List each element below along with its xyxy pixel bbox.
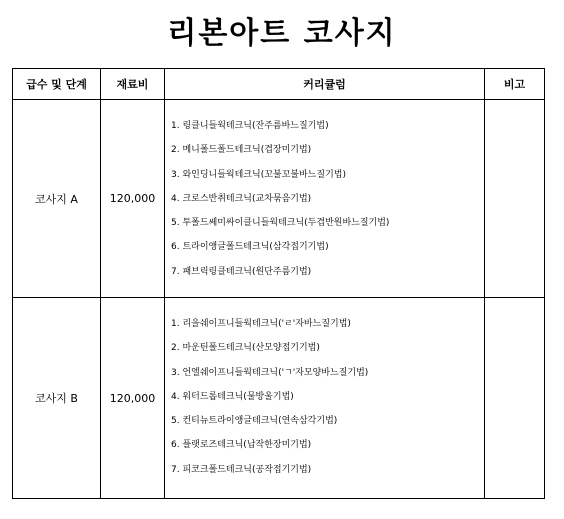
curriculum-item: 4. 워터드롭테크닉(물방울기법) (171, 391, 294, 402)
table-header-row (13, 69, 545, 100)
grade-cell: 코사지 B (13, 298, 101, 499)
curriculum-item: 5. 컨티뉴트라이앵글테크닉(연속삼각기법) (171, 416, 338, 427)
header-cost: 재료비 (101, 69, 165, 100)
curriculum-item: 3. 와인딩니들웍테크닉(꼬불꼬불바느질기법) (171, 169, 346, 180)
curriculum-item: 1. 링클니들웍테크닉(잔주름바느질기법) (171, 121, 329, 131)
curriculum-item: 3. 언엘쉐이프니들웍테크닉('ㄱ'자모양바느질기법) (171, 367, 369, 378)
page-title: 리본아트 코사지 (167, 16, 397, 51)
curriculum-item: 1. 리을쉐이프니들웍테크닉('ㄹ'자바느질기법) (171, 319, 351, 329)
header-grade: 급수 및 단계 (13, 69, 101, 100)
cost-cell: 120,000 (101, 100, 165, 298)
grade-cell: 코사지 A (13, 100, 101, 298)
curriculum-table (12, 68, 545, 499)
curriculum-list (165, 298, 484, 482)
table-row-corsage-a (13, 100, 545, 298)
curriculum-item: 2. 마운틴폴드테크닉(산모양접기기법) (171, 343, 320, 354)
curriculum-item: 4. 크로스반취테크닉(교차묶음기법) (171, 193, 312, 204)
curriculum-cell (165, 298, 485, 499)
curriculum-item: 2. 메니폴드폴드테크닉(겹장미기법) (171, 145, 312, 156)
curriculum-item: 5. 투폴드쎄미싸이클니들웍테크닉(두겹반원바느질기법) (171, 218, 390, 229)
cost-cell: 120,000 (101, 298, 165, 499)
note-cell (485, 100, 545, 298)
curriculum-item: 6. 트라이앵글폴드테크닉(삼각접기기법) (171, 242, 329, 253)
table-row-corsage-b (13, 298, 545, 499)
header-curriculum: 커리큘럼 (165, 69, 485, 100)
header-note: 비고 (485, 69, 545, 100)
curriculum-cell (165, 100, 485, 298)
curriculum-list (165, 100, 484, 284)
curriculum-item: 6. 플랫로즈테크닉(납작한장미기법) (171, 440, 312, 451)
curriculum-item: 7. 피코크폴드테크닉(공작접기기법) (171, 464, 312, 475)
note-cell (485, 298, 545, 499)
curriculum-item: 7. 패브릭링클테크닉(원단주름기법) (171, 266, 312, 277)
